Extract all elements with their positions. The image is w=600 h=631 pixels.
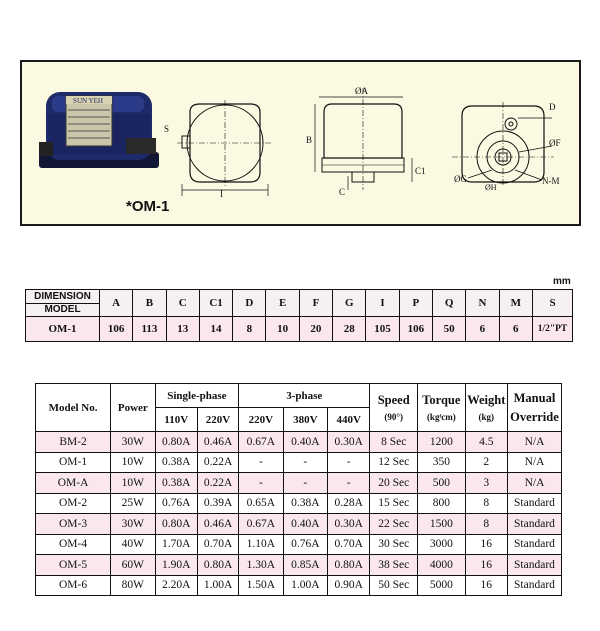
- weight-header: [465, 384, 507, 432]
- dim-col-header: M: [499, 290, 532, 317]
- sp110-cell: 1.70A: [155, 534, 197, 555]
- sp220-cell: 0.80A: [197, 555, 238, 576]
- dim-value-cell: 28: [333, 317, 366, 342]
- sp110-cell: 2.20A: [155, 575, 197, 596]
- spec-header-row: [36, 384, 562, 408]
- model-cell: OM-6: [36, 575, 111, 596]
- tp220-cell: 0.67A: [239, 432, 283, 453]
- override-label: Override: [510, 409, 559, 424]
- dim-label-i: I: [220, 189, 223, 199]
- dim-col-header: C: [166, 290, 199, 317]
- weight-cell: 3: [465, 473, 507, 494]
- tp440-cell: 0.80A: [328, 555, 370, 576]
- manual-cell: N/A: [507, 452, 561, 473]
- model-header-label: MODEL: [44, 303, 81, 315]
- dim-col-header: Q: [432, 290, 465, 317]
- dim-value-cell: 20: [299, 317, 332, 342]
- tp220-cell: -: [239, 473, 283, 494]
- dim-label-d: D: [549, 102, 556, 112]
- manual-cell: N/A: [507, 473, 561, 494]
- power-cell: 10W: [111, 473, 155, 494]
- dim-value-cell: 1/2"PT: [533, 317, 573, 342]
- dimension-header-label: DIMENSION: [26, 291, 99, 304]
- technical-drawing-panel: [20, 60, 581, 226]
- model-cell: OM-5: [36, 555, 111, 576]
- sp110-cell: 0.80A: [155, 432, 197, 453]
- side-view-drawing: [315, 88, 412, 190]
- power-cell: 40W: [111, 534, 155, 555]
- bottom-view-drawing: [452, 102, 554, 187]
- brand-text: SUN YEH: [73, 97, 103, 105]
- sp220-cell: 0.22A: [197, 473, 238, 494]
- speed-cell: 12 Sec: [370, 452, 418, 473]
- manual-override-header: [507, 384, 561, 432]
- tp440-cell: 0.70A: [328, 534, 370, 555]
- weight-cell: 8: [465, 514, 507, 535]
- tp440-cell: -: [328, 452, 370, 473]
- dim-value-cell: 113: [133, 317, 166, 342]
- tp220-cell: 0.65A: [239, 493, 283, 514]
- spec-table-body: [36, 432, 562, 596]
- sp220-cell: 0.46A: [197, 432, 238, 453]
- speed-cell: 8 Sec: [370, 432, 418, 453]
- dimension-model-header: [26, 290, 100, 317]
- dim-value-cell: 6: [499, 317, 532, 342]
- sp220-cell: 1.00A: [197, 575, 238, 596]
- power-cell: 80W: [111, 575, 155, 596]
- table-row: [36, 493, 562, 514]
- manual-cell: Standard: [507, 493, 561, 514]
- speed-header: [370, 384, 418, 432]
- manual-cell: Standard: [507, 575, 561, 596]
- speed-cell: 38 Sec: [370, 555, 418, 576]
- specification-table: [35, 383, 562, 596]
- single-phase-header: Single-phase: [155, 384, 239, 408]
- dim-value-cell: 106: [100, 317, 133, 342]
- tp380-cell: 1.00A: [283, 575, 327, 596]
- table-row: [36, 514, 562, 535]
- sp110-cell: 0.76A: [155, 493, 197, 514]
- sp110-cell: 1.90A: [155, 555, 197, 576]
- dim-col-header: D: [233, 290, 266, 317]
- dim-value-cell: 106: [399, 317, 432, 342]
- sp220-cell: 0.46A: [197, 514, 238, 535]
- manual-cell: Standard: [507, 534, 561, 555]
- dim-label-c1: C1: [415, 166, 426, 176]
- dim-col-header: N: [466, 290, 499, 317]
- manual-cell: N/A: [507, 432, 561, 453]
- sp110-cell: 0.80A: [155, 514, 197, 535]
- dim-col-header: P: [399, 290, 432, 317]
- dim-col-header: B: [133, 290, 166, 317]
- dim-label-g: ØG: [454, 174, 467, 184]
- torque-cell: 500: [418, 473, 466, 494]
- dim-value-cell: 6: [466, 317, 499, 342]
- top-view-drawing: [177, 100, 272, 196]
- tp380-cell: 0.40A: [283, 432, 327, 453]
- torque-unit: (kgᶠcm): [426, 412, 456, 422]
- tp380-cell: -: [283, 452, 327, 473]
- drawing-svg: [22, 62, 583, 228]
- tp440-cell: 0.30A: [328, 514, 370, 535]
- table-row: [36, 473, 562, 494]
- torque-cell: 1500: [418, 514, 466, 535]
- dim-label-a: ØA: [355, 86, 368, 96]
- dim-label-c: C: [339, 187, 346, 197]
- model-caption: *OM-1: [126, 198, 170, 215]
- model-cell: OM-3: [36, 514, 111, 535]
- tp-440v-header: 440V: [328, 408, 370, 432]
- dimension-header-row: [26, 290, 573, 317]
- sp-110v-header: 110V: [155, 408, 197, 432]
- tp440-cell: 0.30A: [328, 432, 370, 453]
- tp380-cell: -: [283, 473, 327, 494]
- dim-value-cell: 14: [199, 317, 232, 342]
- weight-cell: 16: [465, 555, 507, 576]
- dim-label-b: B: [306, 135, 313, 145]
- dim-value-cell: 105: [366, 317, 399, 342]
- model-cell: OM-2: [36, 493, 111, 514]
- torque-cell: 350: [418, 452, 466, 473]
- torque-cell: 4000: [418, 555, 466, 576]
- dim-label-s: S: [164, 124, 170, 134]
- weight-unit: (kg): [478, 412, 495, 422]
- model-cell: OM-4: [36, 534, 111, 555]
- sp220-cell: 0.39A: [197, 493, 238, 514]
- weight-cell: 16: [465, 575, 507, 596]
- model-no-header: Model No.: [36, 384, 111, 432]
- speed-cell: 30 Sec: [370, 534, 418, 555]
- tp440-cell: 0.28A: [328, 493, 370, 514]
- unit-label: mm: [553, 276, 571, 287]
- tp-380v-header: 380V: [283, 408, 327, 432]
- dim-col-header: G: [333, 290, 366, 317]
- tp220-cell: 1.10A: [239, 534, 283, 555]
- torque-cell: 3000: [418, 534, 466, 555]
- dim-label-h: ØH: [485, 183, 497, 192]
- power-cell: 10W: [111, 452, 155, 473]
- dim-value-cell: 10: [266, 317, 299, 342]
- dimension-row: [26, 317, 573, 342]
- tp220-cell: 0.67A: [239, 514, 283, 535]
- dim-value-cell: 13: [166, 317, 199, 342]
- dim-col-header: E: [266, 290, 299, 317]
- model-cell: OM-1: [36, 452, 111, 473]
- weight-cell: 2: [465, 452, 507, 473]
- table-row: [36, 575, 562, 596]
- dim-value-cell: 8: [233, 317, 266, 342]
- dim-col-header: C1: [199, 290, 232, 317]
- power-header: Power: [111, 384, 155, 432]
- tp380-cell: 0.76A: [283, 534, 327, 555]
- dim-col-header: A: [100, 290, 133, 317]
- power-cell: 30W: [111, 432, 155, 453]
- torque-label: Torque: [422, 393, 461, 407]
- weight-cell: 4.5: [465, 432, 507, 453]
- sp110-cell: 0.38A: [155, 473, 197, 494]
- torque-cell: 1200: [418, 432, 466, 453]
- dim-label-n-m: N-M: [542, 176, 560, 186]
- dim-col-header: F: [299, 290, 332, 317]
- sp-220v-header: 220V: [197, 408, 238, 432]
- tp-220v-header: 220V: [239, 408, 283, 432]
- dim-col-header: S: [533, 290, 573, 317]
- tp440-cell: -: [328, 473, 370, 494]
- speed-cell: 50 Sec: [370, 575, 418, 596]
- tp380-cell: 0.40A: [283, 514, 327, 535]
- weight-label: Weight: [467, 393, 506, 407]
- dim-col-header: I: [366, 290, 399, 317]
- manual-label: Manual: [513, 390, 556, 405]
- torque-cell: 800: [418, 493, 466, 514]
- sp220-cell: 0.22A: [197, 452, 238, 473]
- power-cell: 30W: [111, 514, 155, 535]
- model-cell: BM-2: [36, 432, 111, 453]
- speed-cell: 15 Sec: [370, 493, 418, 514]
- model-cell: OM-A: [36, 473, 111, 494]
- speed-unit: (90°): [384, 412, 403, 422]
- table-row: [36, 432, 562, 453]
- power-cell: 60W: [111, 555, 155, 576]
- power-cell: 25W: [111, 493, 155, 514]
- torque-header: [418, 384, 466, 432]
- torque-cell: 5000: [418, 575, 466, 596]
- manual-cell: Standard: [507, 514, 561, 535]
- three-phase-header: 3-phase: [239, 384, 370, 408]
- dim-model-cell: OM-1: [26, 317, 100, 342]
- table-row: [36, 452, 562, 473]
- table-row: [36, 534, 562, 555]
- tp220-cell: 1.50A: [239, 575, 283, 596]
- dim-label-f: ØF: [549, 138, 561, 148]
- weight-cell: 8: [465, 493, 507, 514]
- weight-cell: 16: [465, 534, 507, 555]
- sp220-cell: 0.70A: [197, 534, 238, 555]
- table-row: [36, 555, 562, 576]
- tp440-cell: 0.90A: [328, 575, 370, 596]
- tp380-cell: 0.85A: [283, 555, 327, 576]
- speed-cell: 22 Sec: [370, 514, 418, 535]
- sp110-cell: 0.38A: [155, 452, 197, 473]
- tp220-cell: 1.30A: [239, 555, 283, 576]
- tp380-cell: 0.38A: [283, 493, 327, 514]
- manual-cell: Standard: [507, 555, 561, 576]
- tp220-cell: -: [239, 452, 283, 473]
- dim-value-cell: 50: [432, 317, 465, 342]
- speed-cell: 20 Sec: [370, 473, 418, 494]
- speed-label: Speed: [377, 393, 410, 407]
- dimension-table: [25, 289, 573, 342]
